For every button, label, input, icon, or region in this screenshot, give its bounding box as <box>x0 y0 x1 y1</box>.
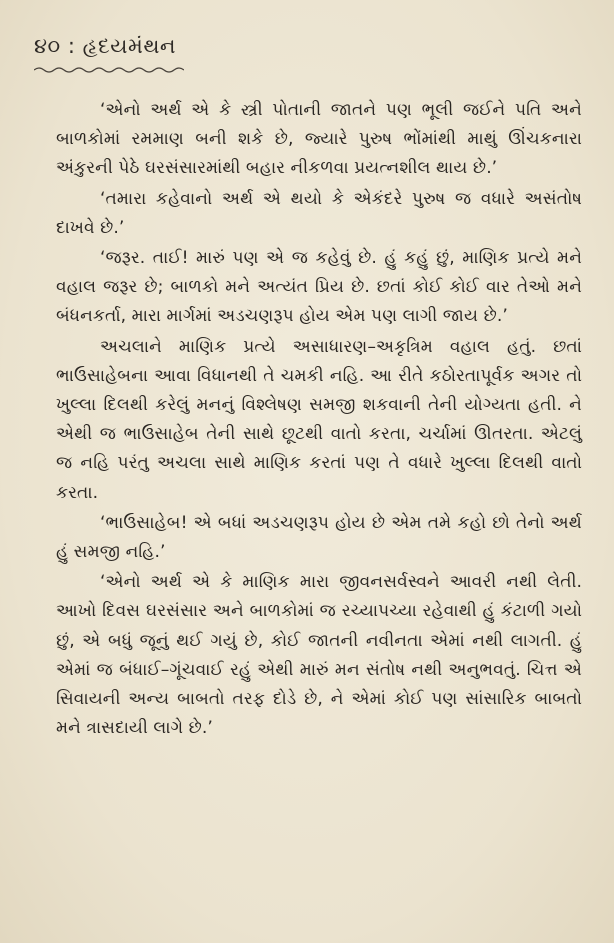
running-title: હૃદયમંથન <box>82 34 177 58</box>
paragraph-4: અચલાને માણિક પ્રત્યે અસાધારણ–અકૃત્રિમ વહાલ હતું. છતાં ભાઉસાહેબના આવા વિધાનથી તે ચમકી નહિ. આ રીતે કઠોરતાપૂર્વક અગર તો ખુલ્લા દિલથી કરેલું મનનું વિશ્લેષણ સમજી શકવાની તેની યોગ્યતા હતી. ને એથી જ ભાઉસાહેબ તેની સાથે છૂટથી વાતો કરતા, ચર્ચામાં ઊતરતા. એટલું જ નહિ પરંતુ અચલા સાથે માણિક કરતાં પણ તે વધારે ખુલ્લા દિલથી વાતો કરતા. <box>56 336 582 503</box>
header-separator: : <box>67 34 76 58</box>
paragraph-6: ‘એનો અર્થ એ કે માણિક મારા જીવનસર્વસ્વને આવરી નથી લેતી. આખો દિવસ ઘરસંસાર અને બાળકોમાં જ રચ્યાપચ્યા રહેવાથી હું કંટાળી ગયો છું, એ બધું જૂનું થઈ ગયું છે, કોઈ જાતની નવીનતા એમાં નથી લાગતી. હું એમાં જ બંધાઈ–ગૂંચવાઈ રહું એથી મારું મન સંતોષ નથી અનુભવતું. ચિત્ત એ સિવાયની અન્ય બાબતો તરફ દોડે છે, ને એમાં કોઈ પણ સાંસારિક બાબતો મને ત્રાસદાયી લાગે છે.’ <box>56 572 582 739</box>
body-text <box>56 96 582 744</box>
page-number: ૪૦ <box>34 34 61 58</box>
paragraph-3: ‘જરૂર. તાઈ! મારું પણ એ જ કહેવું છે. હું કહું છું, માણિક પ્રત્યે મને વહાલ જરૂર છે; બાળકો મને અત્યંત પ્રિય છે. છતાં કોઈ કોઈ વાર તેઓ મને બંધનકર્તા, મારા માર્ગમાં અડચણરૂપ હોય એમ પણ લાગી જાય છે.’ <box>56 248 582 327</box>
paragraph-2: ‘તમારા કહેવાનો અર્થ એ થયો કે એકંદરે પુરુષ જ વધારે અસંતોષ દાખવે છે.’ <box>56 188 582 238</box>
paragraph-1: ‘એનો અર્થ એ કે સ્ત્રી પોતાની જાતને પણ ભૂલી જઈને પતિ અને બાળકોમાં રમમાણ બની શકે છે, જ્યારે પુરુષ ભોંમાંથી માથું ઊંચકનારા અંકુરની પેઠે ઘરસંસારમાંથી બહાર નીકળવા પ્રયત્નશીલ થાય છે.’ <box>56 100 582 179</box>
page-header <box>34 34 176 59</box>
decorative-wavy-rule <box>34 66 184 74</box>
paragraph-5: ‘ભાઉસાહેબ! એ બધાં અડચણરૂપ હોય છે એમ તમે કહો છો તેનો અર્થ હું સમજી નહિ.’ <box>56 512 582 563</box>
